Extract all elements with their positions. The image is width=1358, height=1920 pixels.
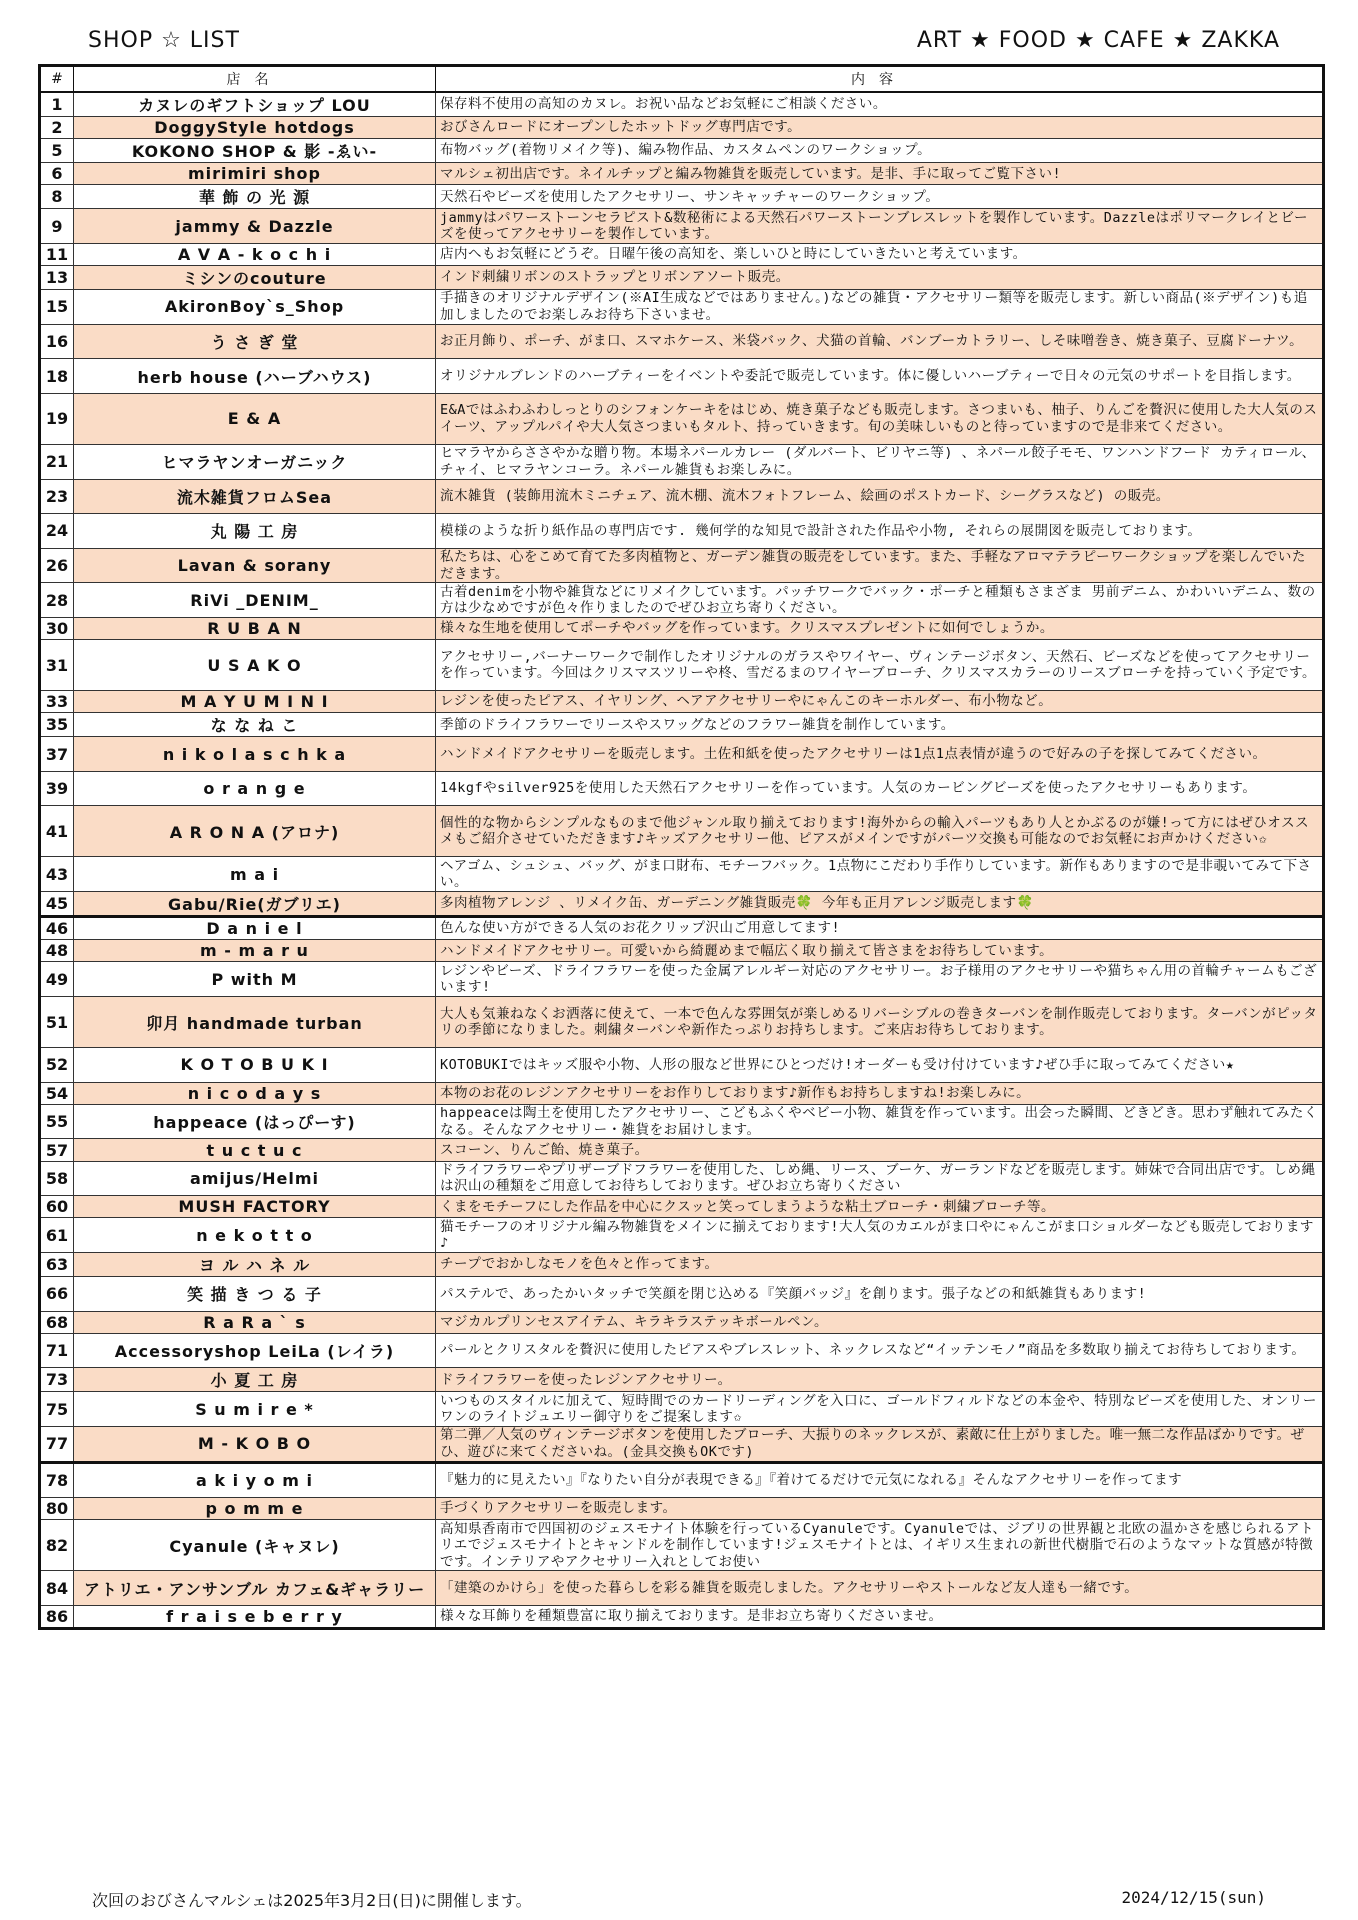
- row-number: 86: [40, 1605, 74, 1628]
- row-shop-name: U S A K O: [74, 640, 436, 691]
- row-shop-name: m a i: [74, 857, 436, 892]
- row-description: マルシェ初出店です。ネイルチップと編み物雑貨を販売しています。是非、手に取ってご覧下さい!: [436, 163, 1324, 185]
- shop-list-table: [38, 64, 1325, 1630]
- row-description: ドライフラワーやプリザーブドフラワーを使用した、しめ縄、リース、ブーケ、ガーランドなどを販売します。姉妹で合同出店です。しめ縄は沢山の種類をご用意してお待ちしております。ぜひお立ち寄りください: [436, 1161, 1324, 1196]
- row-description: jammyはパワーストーンセラピスト&数秘術による天然石パワーストーンブレスレットを製作しています。Dazzleはポリマークレイとビーズを使ってアクセサリーを製作しています。: [436, 209, 1324, 244]
- row-number: 52: [40, 1048, 74, 1083]
- row-number: 71: [40, 1333, 74, 1368]
- table-row: [40, 1276, 1324, 1311]
- row-shop-name: RiVi _DENIM_: [74, 583, 436, 618]
- table-row: [40, 1498, 1324, 1520]
- row-description: E&Aではふわふわしっとりのシフォンケーキをはじめ、焼き菓子なども販売します。さつまいも、柚子、りんごを贅沢に使用した大人気のスイーツ、アップルパイや大人気さつまいもタルト、持っていきます。旬の美味しいものと待っていますので是非来てください。: [436, 393, 1324, 444]
- row-number: 11: [40, 243, 74, 265]
- row-number: 60: [40, 1196, 74, 1218]
- row-shop-name: Cyanule (キャヌレ): [74, 1520, 436, 1571]
- footer-date: 2024/12/15(sun): [1121, 1888, 1266, 1907]
- row-shop-name: AkironBoy`s_Shop: [74, 290, 436, 325]
- row-number: 51: [40, 997, 74, 1048]
- row-description: 手づくりアクセサリーを販売します。: [436, 1498, 1324, 1520]
- row-description: 様々な耳飾りを種類豊富に取り揃えております。是非お立ち寄りくださいませ。: [436, 1605, 1324, 1628]
- row-description: 14kgfやsilver925を使用した天然石アクセサリーを作っています。人気のカービングビーズを使ったアクセサリーもあります。: [436, 771, 1324, 806]
- table-row: [40, 359, 1324, 394]
- row-description: 大人も気兼ねなくお洒落に使えて、一本で色んな雰囲気が楽しめるリバーシブルの巻きターバンを制作販売しております。ターバンがピッタリの季節になりました。刺繍ターバンや新作たっぷりお持ちします。ご来店お待ちしております。: [436, 997, 1324, 1048]
- table-row: [40, 479, 1324, 514]
- row-number: 35: [40, 713, 74, 737]
- table-header-row: [40, 66, 1324, 93]
- row-number: 8: [40, 185, 74, 209]
- row-shop-name: カヌレのギフトショップ LOU: [74, 92, 436, 117]
- table-row: [40, 92, 1324, 117]
- table-row: [40, 444, 1324, 479]
- table-row: [40, 1161, 1324, 1196]
- row-shop-name: DoggyStyle hotdogs: [74, 117, 436, 139]
- table-row: [40, 583, 1324, 618]
- table-row: [40, 209, 1324, 244]
- row-shop-name: K O T O B U K I: [74, 1048, 436, 1083]
- row-number: 49: [40, 962, 74, 997]
- table-row: [40, 857, 1324, 892]
- row-number: 68: [40, 1311, 74, 1333]
- row-description: 第二弾／人気のヴィンテージボタンを使用したブローチ、大振りのネックレスが、素敵に仕上がりました。唯一無二な作品ばかりです。ぜひ、遊びに来てくださいね。(金具交換もOKです): [436, 1426, 1324, 1462]
- row-description: 季節のドライフラワーでリースやスワッグなどのフラワー雑貨を制作しています。: [436, 713, 1324, 737]
- column-header-desc: 内容: [436, 66, 1324, 93]
- table-row: [40, 1368, 1324, 1392]
- row-shop-name: MUSH FACTORY: [74, 1196, 436, 1218]
- table-row: [40, 1104, 1324, 1139]
- row-description: いつものスタイルに加えて、短時間でのカードリーディングを入口に、ゴールドフィルドなどの本金や、特別なビーズを使用した、オンリーワンのライトジュエリー御守りをご提案します✩: [436, 1392, 1324, 1427]
- row-number: 6: [40, 163, 74, 185]
- row-number: 26: [40, 548, 74, 583]
- row-number: 15: [40, 290, 74, 325]
- table-row: [40, 771, 1324, 806]
- row-shop-name: P with M: [74, 962, 436, 997]
- table-row: [40, 962, 1324, 997]
- row-shop-name: Accessoryshop LeiLa (レイラ): [74, 1333, 436, 1368]
- table-row: [40, 514, 1324, 549]
- row-description: 『魅力的に見えたい』『なりたい自分が表現できる』『着けてるだけで元気になれる』そんなアクセサリーを作ってます: [436, 1462, 1324, 1498]
- row-shop-name: n e k o t t o: [74, 1218, 436, 1253]
- row-number: 33: [40, 691, 74, 713]
- row-description: スコーン、りんご飴、焼き菓子。: [436, 1139, 1324, 1161]
- row-description: パステルで、あったかいタッチで笑顔を閉じ込める『笑顔バッジ』を創ります。張子などの和紙雑貨もあります!: [436, 1276, 1324, 1311]
- table-row: [40, 139, 1324, 163]
- table-row: [40, 940, 1324, 962]
- row-number: 46: [40, 917, 74, 940]
- row-number: 84: [40, 1571, 74, 1606]
- table-row: [40, 1392, 1324, 1427]
- row-description: チープでおかしなモノを色々と作ってます。: [436, 1252, 1324, 1276]
- table-row: [40, 691, 1324, 713]
- row-shop-name: mirimiri shop: [74, 163, 436, 185]
- row-number: 55: [40, 1104, 74, 1139]
- table-row: [40, 806, 1324, 857]
- row-number: 58: [40, 1161, 74, 1196]
- row-description: ハンドメイドアクセサリーを販売します。土佐和紙を使ったアクセサリーは1点1点表情が違うので好みの子を探してみてください。: [436, 737, 1324, 772]
- row-shop-name: A V A - k o c h i: [74, 243, 436, 265]
- row-shop-name: t u c t u c: [74, 1139, 436, 1161]
- row-shop-name: herb house (ハーブハウス): [74, 359, 436, 394]
- row-description: 様々な生地を使用してポーチやバッグを作っています。クリスマスプレゼントに如何でしょうか。: [436, 617, 1324, 639]
- row-description: KOTOBUKIではキッズ服や小物、人形の服など世界にひとつだけ!オーダーも受け付けています♪ぜひ手に取ってみてください★: [436, 1048, 1324, 1083]
- table-row: [40, 163, 1324, 185]
- row-description: 手描きのオリジナルデザイン(※AI生成などではありません。)などの雑貨・アクセサリー類等を販売します。新しい商品(※デザイン)も追加しましたのでお楽しみお待ち下さいませ。: [436, 290, 1324, 325]
- row-number: 39: [40, 771, 74, 806]
- row-number: 2: [40, 117, 74, 139]
- row-number: 1: [40, 92, 74, 117]
- row-number: 23: [40, 479, 74, 514]
- table-row: [40, 997, 1324, 1048]
- row-shop-name: ミシンのcouture: [74, 266, 436, 290]
- row-shop-name: な な ね こ: [74, 713, 436, 737]
- row-description: ハンドメイドアクセサリー。可愛いから綺麗めまで幅広く取り揃えて皆さまをお待ちしています。: [436, 940, 1324, 962]
- row-shop-name: 笑 描 き つ る 子: [74, 1276, 436, 1311]
- row-number: 80: [40, 1498, 74, 1520]
- table-row: [40, 640, 1324, 691]
- row-shop-name: う さ ぎ 堂: [74, 324, 436, 359]
- table-row: [40, 617, 1324, 639]
- row-number: 54: [40, 1082, 74, 1104]
- table-row: [40, 1139, 1324, 1161]
- row-description: レジンを使ったピアス、イヤリング、ヘアアクセサリーやにゃんこのキーホルダー、布小物など。: [436, 691, 1324, 713]
- row-number: 45: [40, 892, 74, 917]
- row-shop-name: E & A: [74, 393, 436, 444]
- row-shop-name: 卯月 handmade turban: [74, 997, 436, 1048]
- row-number: 24: [40, 514, 74, 549]
- row-shop-name: o r a n g e: [74, 771, 436, 806]
- row-description: 色んな使い方ができる人気のお花クリップ沢山ご用意してます!: [436, 917, 1324, 940]
- row-number: 61: [40, 1218, 74, 1253]
- table-row: [40, 1218, 1324, 1253]
- row-number: 30: [40, 617, 74, 639]
- row-number: 43: [40, 857, 74, 892]
- shop-list-table-wrap: [38, 64, 1322, 1630]
- row-description: 猫モチーフのオリジナル編み物雑貨をメインに揃えております!大人気のカエルがま口やにゃんこがま口ショルダーなども販売しております♪: [436, 1218, 1324, 1253]
- row-description: 保存料不使用の高知のカヌレ。お祝い品などお気軽にご相談ください。: [436, 92, 1324, 117]
- row-shop-name: f r a i s e b e r r y: [74, 1605, 436, 1628]
- row-description: 本物のお花のレジンアクセサリーをお作りしております♪新作もお持ちしますね!お楽しみに。: [436, 1082, 1324, 1104]
- row-shop-name: S u m i r e *: [74, 1392, 436, 1427]
- row-number: 41: [40, 806, 74, 857]
- table-row: [40, 1333, 1324, 1368]
- footer-next-event: 次回のおびさんマルシェは2025年3月2日(日)に開催します。: [92, 1891, 532, 1910]
- row-description: 私たちは、心をこめて育てた多肉植物と、ガーデン雑貨の販売をしています。また、手軽なアロマテラピーワークショップを楽しんでいただきます。: [436, 548, 1324, 583]
- table-row: [40, 185, 1324, 209]
- row-shop-name: KOKONO SHOP & 影 -ゑい-: [74, 139, 436, 163]
- row-description: 多肉植物アレンジ 、リメイク缶、ガーデニング雑貨販売🍀 今年も正月アレンジ販売します🍀: [436, 892, 1324, 917]
- table-row: [40, 324, 1324, 359]
- row-shop-name: M A Y U M I N I: [74, 691, 436, 713]
- row-description: くまをモチーフにした作品を中心にクスッと笑ってしまうような粘土ブローチ・刺繍ブローチ等。: [436, 1196, 1324, 1218]
- row-description: ドライフラワーを使ったレジンアクセサリー。: [436, 1368, 1324, 1392]
- row-shop-name: ヨ ル ハ ネ ル: [74, 1252, 436, 1276]
- table-row: [40, 266, 1324, 290]
- table-row: [40, 713, 1324, 737]
- row-description: 流木雑貨 (装飾用流木ミニチェア、流木棚、流木フォトフレーム、絵画のポストカード、シーグラスなど) の販売。: [436, 479, 1324, 514]
- row-number: 19: [40, 393, 74, 444]
- row-description: オリジナルブレンドのハーブティーをイベントや委託で販売しています。体に優しいハーブティーで日々の元気のサポートを目指します。: [436, 359, 1324, 394]
- table-row: [40, 1520, 1324, 1571]
- row-description: 布物バッグ(着物リメイク等)、編み物作品、カスタムペンのワークショップ。: [436, 139, 1324, 163]
- row-description: 古着denimを小物や雑貨などにリメイクしています。パッチワークでバック・ポーチと種類もさまざま 男前デニム、かわいいデニム、数の方は少なめですが色々作りましたのでぜひお立ち寄りください。: [436, 583, 1324, 618]
- table-row: [40, 892, 1324, 917]
- table-row: [40, 393, 1324, 444]
- table-row: [40, 243, 1324, 265]
- row-number: 31: [40, 640, 74, 691]
- table-row: [40, 737, 1324, 772]
- row-number: 48: [40, 940, 74, 962]
- column-header-num: #: [40, 66, 74, 93]
- row-shop-name: happeace (はっぴーす): [74, 1104, 436, 1139]
- row-shop-name: Gabu/Rie(ガブリエ): [74, 892, 436, 917]
- row-number: 18: [40, 359, 74, 394]
- row-number: 21: [40, 444, 74, 479]
- table-row: [40, 1082, 1324, 1104]
- row-description: レジンやビーズ、ドライフラワーを使った金属アレルギー対応のアクセサリー。お子様用のアクセサリーや猫ちゃん用の首輪チャームもございます!: [436, 962, 1324, 997]
- row-number: 28: [40, 583, 74, 618]
- row-shop-name: ヒマラヤンオーガニック: [74, 444, 436, 479]
- row-shop-name: 小 夏 工 房: [74, 1368, 436, 1392]
- row-description: アクセサリー,バーナーワークで制作したオリジナルのガラスやワイヤー、ヴィンテージボタン、天然石、ビーズなどを使ってアクセサリーを作っています。今回はクリスマスツリーや柊、雪だるまのワイヤーブローチ、クリスマスカラーのリースブローチを持っていく予定です。: [436, 640, 1324, 691]
- row-number: 73: [40, 1368, 74, 1392]
- table-row: [40, 117, 1324, 139]
- row-shop-name: amijus/Helmi: [74, 1161, 436, 1196]
- table-row: [40, 1605, 1324, 1628]
- table-row: [40, 1311, 1324, 1333]
- table-row: [40, 1048, 1324, 1083]
- table-row: [40, 917, 1324, 940]
- row-description: 店内へもお気軽にどうぞ。日曜午後の高知を、楽しいひと時にしていきたいと考えています。: [436, 243, 1324, 265]
- row-shop-name: 流木雑貨フロムSea: [74, 479, 436, 514]
- row-description: 「建築のかけら」を使った暮らしを彩る雑貨を販売しました。アクセサリーやストールなど友人達も一緒です。: [436, 1571, 1324, 1606]
- row-shop-name: m - m a r u: [74, 940, 436, 962]
- row-description: ヒマラヤからささやかな贈り物。本場ネパールカレー (ダルバート、ビリヤニ等) 、ネパール餃子モモ、ワンハンドフード カティロール、チャイ、ヒマラヤンコーラ。ネパール雑貨もお楽しみに。: [436, 444, 1324, 479]
- row-number: 82: [40, 1520, 74, 1571]
- row-number: 75: [40, 1392, 74, 1427]
- row-shop-name: R U B A N: [74, 617, 436, 639]
- row-shop-name: R a R a ` s: [74, 1311, 436, 1333]
- table-row: [40, 1196, 1324, 1218]
- row-description: 天然石やビーズを使用したアクセサリー、サンキャッチャーのワークショップ。: [436, 185, 1324, 209]
- row-number: 66: [40, 1276, 74, 1311]
- row-number: 13: [40, 266, 74, 290]
- row-shop-name: アトリエ・アンサンブル カフェ&ギャラリー: [74, 1571, 436, 1606]
- row-description: 高知県香南市で四国初のジェスモナイト体験を行っているCyanuleです。Cyanuleでは、ジブリの世界観と北欧の温かさを感じられるアトリエでジェスモナイトとキャンドルを制作しています!ジェスモナイトとは、イギリス生まれの新世代樹脂で石のようなマットな質感が特徴です。インテリアやアクセサリー入れとしてお使い: [436, 1520, 1324, 1571]
- table-row: [40, 548, 1324, 583]
- row-shop-name: 華 飾 の 光 源: [74, 185, 436, 209]
- row-description: お正月飾り、ポーチ、がま口、スマホケース、米袋バック、犬猫の首輪、バンブーカトラリー、しそ味噌巻き、焼き菓子、豆腐ドーナツ。: [436, 324, 1324, 359]
- row-number: 78: [40, 1462, 74, 1498]
- row-shop-name: p o m m e: [74, 1498, 436, 1520]
- row-description: ヘアゴム、シュシュ、バッグ、がま口財布、モチーフバック。1点物にこだわり手作りしています。新作もありますので是非覗いてみて下さい。: [436, 857, 1324, 892]
- row-description: 模様のような折り紙作品の専門店です. 幾何学的な知見で設計された作品や小物, それらの展開図を販売しております。: [436, 514, 1324, 549]
- header-left-title: SHOP ☆ LIST: [88, 28, 240, 53]
- row-shop-name: a k i y o m i: [74, 1462, 436, 1498]
- row-number: 57: [40, 1139, 74, 1161]
- row-number: 63: [40, 1252, 74, 1276]
- row-number: 5: [40, 139, 74, 163]
- row-number: 9: [40, 209, 74, 244]
- row-description: パールとクリスタルを贅沢に使用したピアスやブレスレット、ネックレスなど“イッテンモノ”商品を多数取り揃えてお待ちしております。: [436, 1333, 1324, 1368]
- row-shop-name: n i c o d a y s: [74, 1082, 436, 1104]
- table-row: [40, 1571, 1324, 1606]
- row-shop-name: 丸 陽 工 房: [74, 514, 436, 549]
- table-row: [40, 290, 1324, 325]
- row-description: happeaceは陶土を使用したアクセサリー、こどもふくやベビー小物、雑貨を作っています。出会った瞬間、どきどき。思わず触れてみたくなる。そんなアクセサリー・雑貨をお届けします。: [436, 1104, 1324, 1139]
- row-shop-name: jammy & Dazzle: [74, 209, 436, 244]
- row-shop-name: M - K O B O: [74, 1426, 436, 1462]
- row-shop-name: Lavan & sorany: [74, 548, 436, 583]
- column-header-name: 店名: [74, 66, 436, 93]
- row-shop-name: A R O N A (アロナ): [74, 806, 436, 857]
- table-row: [40, 1426, 1324, 1462]
- row-number: 37: [40, 737, 74, 772]
- row-description: マジカルプリンセスアイテム、キラキラステッキボールペン。: [436, 1311, 1324, 1333]
- table-row: [40, 1252, 1324, 1276]
- row-description: 個性的な物からシンプルなものまで他ジャンル取り揃えております!海外からの輸入パーツもあり人とかぶるのが嫌!って方にはぜひオススメもご紹介させていただきます♪キッズアクセサリー他、ピアスがメインですがパーツ交換も可能なのでお気軽にお声かけください✩: [436, 806, 1324, 857]
- table-row: [40, 1462, 1324, 1498]
- row-description: インド刺繍リボンのストラップとリボンアソート販売。: [436, 266, 1324, 290]
- row-shop-name: n i k o l a s c h k a: [74, 737, 436, 772]
- row-description: おびさんロードにオープンしたホットドッグ専門店です。: [436, 117, 1324, 139]
- row-number: 77: [40, 1426, 74, 1462]
- row-shop-name: D a n i e l: [74, 917, 436, 940]
- row-number: 16: [40, 324, 74, 359]
- header-right-title: ART ★ FOOD ★ CAFE ★ ZAKKA: [916, 28, 1280, 53]
